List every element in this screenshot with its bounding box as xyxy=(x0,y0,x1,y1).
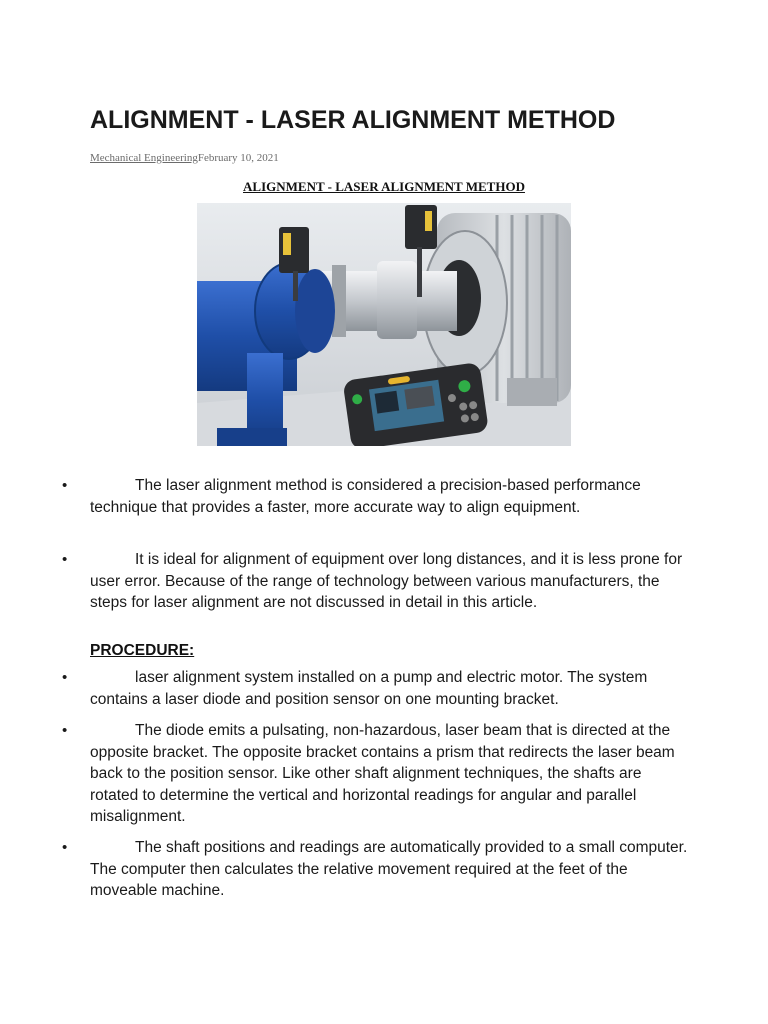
list-item xyxy=(62,549,692,614)
list-item xyxy=(62,720,692,828)
list-item-text: laser alignment system installed on a pump and electric motor. The system contains a laser diode and position sensor on one mounting bracket. xyxy=(90,669,648,708)
procedure-heading: PROCEDURE: xyxy=(90,642,195,659)
laser-alignment-photo xyxy=(197,203,571,446)
list-item xyxy=(62,667,692,710)
article-subtitle: ALIGNMENT - LASER ALIGNMENT METHOD xyxy=(243,179,525,194)
page-title: ALIGNMENT - LASER ALIGNMENT METHOD xyxy=(90,106,616,134)
list-item-text: The laser alignment method is considered a precision-based performance technique that provides a faster, more accurate way to align equipment. xyxy=(90,477,641,516)
bullet-glyph: • xyxy=(62,551,68,568)
list-item-text: The shaft positions and readings are automatically provided to a small computer. The computer then calculates the relative movement required at the feet of the moveable machine. xyxy=(90,839,688,899)
list-item-text: The diode emits a pulsating, non-hazardous, laser beam that is directed at the opposite bracket. The opposite bracket contains a prism that redirects the laser beam back to the position sensor. Like other shaft alignment techniques, the shafts are rotated to determine the vertical and horizontal readings for angular and parallel misalignment. xyxy=(90,722,675,825)
publish-date: February 10, 2021 xyxy=(197,152,279,164)
bullet-glyph: • xyxy=(62,722,68,739)
category-link[interactable]: Mechanical Engineering xyxy=(90,152,198,164)
bullet-glyph: • xyxy=(62,839,68,856)
bullet-glyph: • xyxy=(62,477,68,494)
list-item-text: It is ideal for alignment of equipment over long distances, and it is less prone for user error. Because of the range of technology between various manufacturers, the steps for laser alignment are not discussed in detail in this article. xyxy=(90,551,683,611)
list-item xyxy=(62,837,692,902)
list-item xyxy=(62,475,692,518)
bullet-glyph: • xyxy=(62,669,68,686)
article-meta xyxy=(90,152,279,164)
